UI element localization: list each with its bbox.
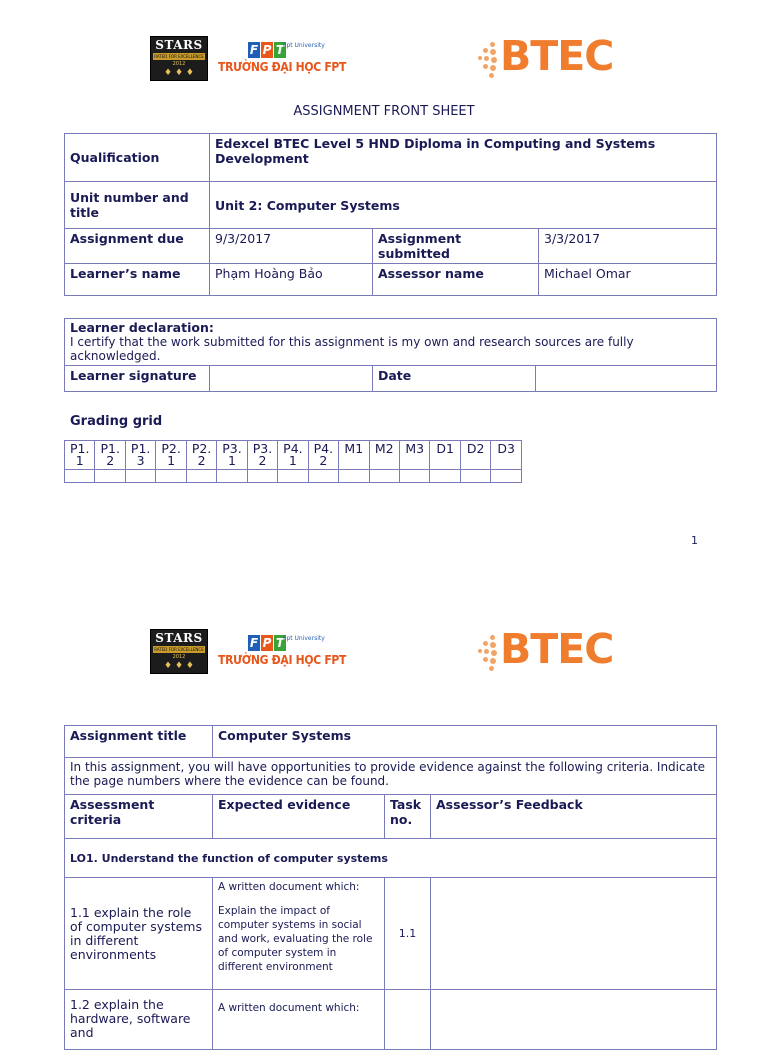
col-criteria: Assessment criteria — [65, 795, 213, 839]
learner-value: Phạm Hoàng Bảo — [210, 264, 373, 296]
grading-header-cell: P2. 2 — [186, 441, 216, 470]
submitted-value: 3/3/2017 — [539, 229, 717, 264]
table-row — [65, 366, 717, 392]
grading-value-cell[interactable] — [399, 470, 429, 483]
declaration-text: I certify that the work submitted for this assignment is my own and research sources are fully acknowledged. — [70, 335, 634, 363]
grading-value-cell[interactable] — [186, 470, 216, 483]
grading-value-cell[interactable] — [65, 470, 95, 483]
signature-field[interactable] — [210, 366, 373, 392]
grading-value-cell[interactable] — [491, 470, 522, 483]
grading-header-cell: P4. 1 — [278, 441, 308, 470]
assessor-value: Michael Omar — [539, 264, 717, 296]
fpt-school-name: TRƯỜNG ĐẠI HỌC FPT — [218, 653, 347, 667]
due-label: Assignment due — [65, 229, 210, 264]
grading-grid — [64, 440, 522, 483]
grading-header-cell: M1 — [339, 441, 369, 470]
grading-value-cell[interactable] — [430, 470, 460, 483]
stars-logo — [150, 36, 208, 81]
fpt-letter-t: T — [275, 43, 285, 57]
table-row — [65, 878, 717, 990]
grading-value-row — [65, 470, 522, 483]
grading-header-cell: P3. 1 — [217, 441, 247, 470]
grading-header-cell: M3 — [399, 441, 429, 470]
grading-value-cell[interactable] — [339, 470, 369, 483]
btec-logo — [476, 625, 626, 675]
learner-label: Learner’s name — [65, 264, 210, 296]
stars-logo-year: 2012 — [172, 61, 186, 67]
table-row — [65, 229, 717, 264]
table-row — [65, 758, 717, 795]
fpt-school-name: TRƯỜNG ĐẠI HỌC FPT — [218, 60, 347, 74]
submitted-label: Assignment submitted — [373, 229, 539, 264]
declaration-label: Learner declaration: — [70, 320, 214, 335]
qualification-value: Edexcel BTEC Level 5 HND Diploma in Computing and Systems Development — [210, 134, 717, 182]
stars-logo-title: STARS — [155, 631, 203, 645]
grading-header-cell: P2. 1 — [156, 441, 186, 470]
intro-text: In this assignment, you will have opportunities to provide evidence against the following criteria. Indicate the page numbers where the evidence can be found. — [65, 758, 717, 795]
grading-value-cell[interactable] — [247, 470, 277, 483]
stars-logo-title: STARS — [155, 38, 203, 52]
page1-header — [0, 32, 768, 96]
grading-header-cell: D2 — [460, 441, 490, 470]
grading-header-cell: P1. 3 — [125, 441, 155, 470]
declaration-table — [64, 318, 717, 392]
assignment-title-label: Assignment title — [65, 726, 213, 758]
table-row — [65, 839, 717, 878]
grading-value-cell[interactable] — [217, 470, 247, 483]
grading-header-cell: D3 — [491, 441, 522, 470]
grading-value-cell[interactable] — [156, 470, 186, 483]
table-row — [65, 319, 717, 366]
grading-value-cell[interactable] — [369, 470, 399, 483]
grading-value-cell[interactable] — [460, 470, 490, 483]
col-feedback: Assessor’s Feedback — [431, 795, 717, 839]
table-row — [65, 182, 717, 229]
page-number: 1 — [691, 534, 698, 547]
grading-header-cell: M2 — [369, 441, 399, 470]
fpt-university-text: Fpt University — [283, 635, 325, 642]
fpt-letter-p: P — [262, 43, 272, 57]
table-row — [65, 795, 717, 839]
stars-logo-marks: ♦ ♦ ♦ — [164, 68, 194, 78]
stars-logo-marks: ♦ ♦ ♦ — [164, 661, 194, 671]
criteria-table — [64, 725, 717, 1050]
row2-task — [385, 990, 431, 1050]
grading-header-cell: P3. 2 — [247, 441, 277, 470]
row1-evidence-b: Explain the impact of computer systems in social and work, evaluating the role of computer system in different environment — [218, 905, 373, 973]
row1-feedback[interactable] — [431, 878, 717, 990]
grading-header-row — [65, 441, 522, 470]
grading-grid-label: Grading grid — [70, 414, 163, 429]
page-title: ASSIGNMENT FRONT SHEET — [293, 104, 475, 119]
col-evidence: Expected evidence — [213, 795, 385, 839]
btec-logo-text: BTEC — [500, 32, 614, 80]
grading-header-cell: P1. 2 — [95, 441, 125, 470]
assessor-label: Assessor name — [373, 264, 539, 296]
grading-value-cell[interactable] — [125, 470, 155, 483]
col-task: Task no. — [385, 795, 431, 839]
row2-criteria: 1.2 explain the hardware, software and — [65, 990, 213, 1050]
btec-logo-text: BTEC — [500, 625, 614, 673]
row1-task: 1.1 — [385, 878, 431, 990]
table-row — [65, 134, 717, 182]
grading-header-cell: D1 — [430, 441, 460, 470]
grading-value-cell[interactable] — [278, 470, 308, 483]
row2-evidence-a: A written document which: — [213, 990, 385, 1050]
qualification-label: Qualification — [65, 134, 210, 182]
stars-logo-year: 2012 — [172, 654, 186, 660]
row1-criteria: 1.1 explain the role of computer systems in different environments — [65, 878, 213, 990]
table-row — [65, 264, 717, 296]
assignment-title-value: Computer Systems — [213, 726, 717, 758]
front-sheet-table — [64, 133, 717, 296]
table-row — [65, 726, 717, 758]
stars-logo-sub: RATED FOR EXCELLENCE — [154, 54, 204, 59]
grading-header-cell: P1. 1 — [65, 441, 95, 470]
unit-label: Unit number and title — [65, 182, 210, 229]
lo1-heading: LO1. Understand the function of computer systems — [65, 839, 717, 878]
row2-feedback[interactable] — [431, 990, 717, 1050]
stars-logo-sub: RATED FOR EXCELLENCE — [154, 647, 204, 652]
btec-logo — [476, 32, 626, 82]
grading-header-cell: P4. 2 — [308, 441, 338, 470]
fpt-university-text: Fpt University — [283, 42, 325, 49]
due-value: 9/3/2017 — [210, 229, 373, 264]
grading-value-cell[interactable] — [95, 470, 125, 483]
signature-label: Learner signature — [65, 366, 210, 392]
grading-value-cell[interactable] — [308, 470, 338, 483]
date-field[interactable] — [536, 366, 717, 392]
fpt-letter-f: F — [249, 43, 259, 57]
fpt-letter-f: F — [249, 636, 259, 650]
fpt-letter-p: P — [262, 636, 272, 650]
date-label: Date — [373, 366, 536, 392]
fpt-letter-t: T — [275, 636, 285, 650]
table-row — [65, 990, 717, 1050]
unit-value: Unit 2: Computer Systems — [210, 182, 717, 229]
stars-logo — [150, 629, 208, 674]
row1-evidence-a: A written document which: — [218, 881, 360, 893]
page2-header — [0, 625, 768, 689]
